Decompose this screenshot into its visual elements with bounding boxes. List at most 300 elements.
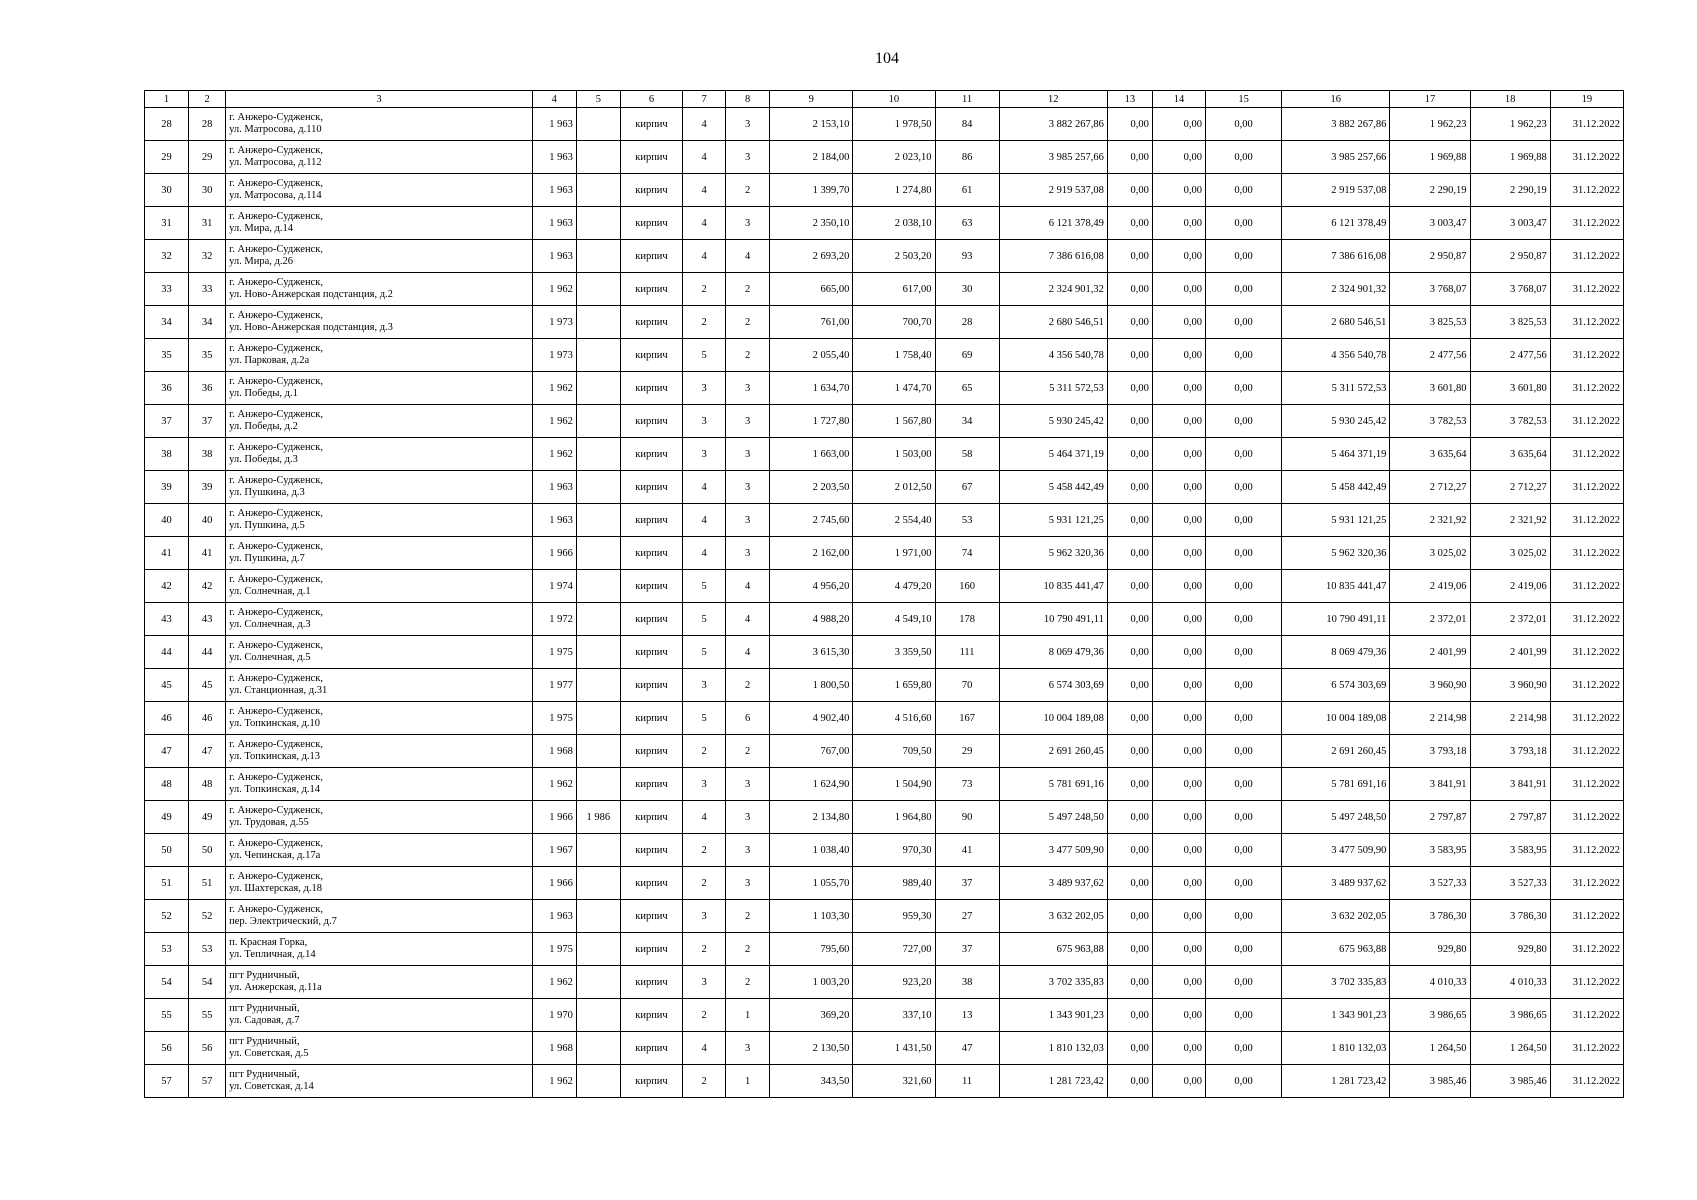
table-cell-col-2: 53 xyxy=(189,933,226,966)
table-cell-col-5 xyxy=(576,405,620,438)
table-row xyxy=(145,702,1624,735)
table-cell-col-7: 4 xyxy=(683,108,726,141)
table-cell-col-10: 337,10 xyxy=(853,999,935,1032)
table-cell-col-8: 4 xyxy=(726,636,770,669)
table-cell-col-17: 3 986,65 xyxy=(1390,999,1470,1032)
table-cell-col-18: 929,80 xyxy=(1470,933,1550,966)
table-cell-col-12: 3 477 509,90 xyxy=(999,834,1107,867)
table-cell-col-1: 35 xyxy=(145,339,189,372)
table-cell-col-11: 86 xyxy=(935,141,999,174)
table-cell-col-12: 5 311 572,53 xyxy=(999,372,1107,405)
table-row xyxy=(145,1032,1624,1065)
column-header: 14 xyxy=(1152,91,1205,108)
address-locality: г. Анжеро-Судженск, xyxy=(229,706,323,717)
table-body xyxy=(145,108,1624,1098)
table-cell-col-2: 33 xyxy=(189,273,226,306)
address-cell xyxy=(226,141,533,174)
table-cell-col-14: 0,00 xyxy=(1152,801,1205,834)
table-cell-col-15: 0,00 xyxy=(1206,702,1282,735)
table-cell-col-13: 0,00 xyxy=(1107,141,1152,174)
address-cell xyxy=(226,504,533,537)
table-cell-col-10: 1 431,50 xyxy=(853,1032,935,1065)
column-header: 16 xyxy=(1282,91,1390,108)
table-cell-col-19: 31.12.2022 xyxy=(1550,636,1623,669)
table-cell-col-2: 45 xyxy=(189,669,226,702)
table-cell-col-9: 2 350,10 xyxy=(770,207,853,240)
table-cell-col-14: 0,00 xyxy=(1152,999,1205,1032)
table-cell-col-4: 1 962 xyxy=(532,768,576,801)
address-street: ул. Ново-Анжерская подстанция, д.3 xyxy=(229,322,393,333)
table-cell-col-14: 0,00 xyxy=(1152,636,1205,669)
column-header: 11 xyxy=(935,91,999,108)
table-cell-col-6: кирпич xyxy=(620,867,682,900)
table-cell-col-10: 989,40 xyxy=(853,867,935,900)
table-cell-col-1: 49 xyxy=(145,801,189,834)
address-street: ул. Победы, д.3 xyxy=(229,454,298,465)
address-locality: пгт Рудничный, xyxy=(229,1036,300,1047)
table-cell-col-14: 0,00 xyxy=(1152,702,1205,735)
table-cell-col-14: 0,00 xyxy=(1152,438,1205,471)
table-cell-col-11: 34 xyxy=(935,405,999,438)
table-cell-col-8: 2 xyxy=(726,339,770,372)
table-row xyxy=(145,900,1624,933)
column-header: 17 xyxy=(1390,91,1470,108)
table-cell-col-9: 665,00 xyxy=(770,273,853,306)
column-header: 1 xyxy=(145,91,189,108)
address-cell xyxy=(226,834,533,867)
address-cell xyxy=(226,1032,533,1065)
table-cell-col-9: 1 800,50 xyxy=(770,669,853,702)
table-cell-col-18: 2 419,06 xyxy=(1470,570,1550,603)
table-cell-col-18: 3 825,53 xyxy=(1470,306,1550,339)
address-locality: г. Анжеро-Судженск, xyxy=(229,310,323,321)
address-street: ул. Солнечная, д.1 xyxy=(229,586,311,597)
address-cell xyxy=(226,372,533,405)
table-cell-col-8: 1 xyxy=(726,999,770,1032)
address-street: ул. Пушкина, д.3 xyxy=(229,487,305,498)
table-cell-col-10: 727,00 xyxy=(853,933,935,966)
table-cell-col-12: 5 458 442,49 xyxy=(999,471,1107,504)
table-cell-col-1: 36 xyxy=(145,372,189,405)
table-cell-col-18: 4 010,33 xyxy=(1470,966,1550,999)
table-cell-col-13: 0,00 xyxy=(1107,801,1152,834)
table-cell-col-15: 0,00 xyxy=(1206,900,1282,933)
table-cell-col-15: 0,00 xyxy=(1206,504,1282,537)
table-cell-col-6: кирпич xyxy=(620,768,682,801)
table-cell-col-19: 31.12.2022 xyxy=(1550,669,1623,702)
table-cell-col-9: 343,50 xyxy=(770,1065,853,1098)
table-cell-col-15: 0,00 xyxy=(1206,603,1282,636)
table-cell-col-18: 3 527,33 xyxy=(1470,867,1550,900)
table-cell-col-19: 31.12.2022 xyxy=(1550,702,1623,735)
address-locality: г. Анжеро-Судженск, xyxy=(229,376,323,387)
table-cell-col-4: 1 975 xyxy=(532,933,576,966)
table-cell-col-10: 2 012,50 xyxy=(853,471,935,504)
table-cell-col-6: кирпич xyxy=(620,999,682,1032)
table-row xyxy=(145,306,1624,339)
table-cell-col-8: 3 xyxy=(726,537,770,570)
table-cell-col-19: 31.12.2022 xyxy=(1550,801,1623,834)
table-cell-col-8: 3 xyxy=(726,141,770,174)
table-cell-col-5 xyxy=(576,306,620,339)
table-cell-col-7: 3 xyxy=(683,900,726,933)
table-cell-col-13: 0,00 xyxy=(1107,933,1152,966)
table-cell-col-10: 1 274,80 xyxy=(853,174,935,207)
table-cell-col-5 xyxy=(576,141,620,174)
table-cell-col-16: 10 004 189,08 xyxy=(1282,702,1390,735)
table-cell-col-1: 37 xyxy=(145,405,189,438)
table-cell-col-7: 2 xyxy=(683,867,726,900)
table-cell-col-8: 3 xyxy=(726,207,770,240)
table-cell-col-4: 1 966 xyxy=(532,867,576,900)
table-cell-col-18: 1 264,50 xyxy=(1470,1032,1550,1065)
table-cell-col-11: 178 xyxy=(935,603,999,636)
table-cell-col-6: кирпич xyxy=(620,273,682,306)
table-cell-col-17: 2 372,01 xyxy=(1390,603,1470,636)
table-cell-col-13: 0,00 xyxy=(1107,537,1152,570)
table-cell-col-2: 52 xyxy=(189,900,226,933)
table-cell-col-6: кирпич xyxy=(620,537,682,570)
table-row xyxy=(145,471,1624,504)
table-cell-col-11: 84 xyxy=(935,108,999,141)
table-cell-col-9: 1 663,00 xyxy=(770,438,853,471)
table-cell-col-1: 44 xyxy=(145,636,189,669)
table-cell-col-14: 0,00 xyxy=(1152,1032,1205,1065)
table-cell-col-14: 0,00 xyxy=(1152,933,1205,966)
table-cell-col-7: 4 xyxy=(683,174,726,207)
table-cell-col-1: 33 xyxy=(145,273,189,306)
table-cell-col-7: 2 xyxy=(683,834,726,867)
table-cell-col-15: 0,00 xyxy=(1206,834,1282,867)
table-cell-col-5 xyxy=(576,999,620,1032)
table-cell-col-1: 43 xyxy=(145,603,189,636)
table-cell-col-7: 2 xyxy=(683,735,726,768)
table-cell-col-5 xyxy=(576,1032,620,1065)
table-cell-col-2: 46 xyxy=(189,702,226,735)
table-cell-col-18: 3 583,95 xyxy=(1470,834,1550,867)
table-cell-col-1: 31 xyxy=(145,207,189,240)
table-cell-col-19: 31.12.2022 xyxy=(1550,1032,1623,1065)
table-cell-col-11: 167 xyxy=(935,702,999,735)
table-cell-col-9: 1 003,20 xyxy=(770,966,853,999)
table-cell-col-4: 1 968 xyxy=(532,735,576,768)
table-cell-col-5 xyxy=(576,273,620,306)
table-cell-col-1: 51 xyxy=(145,867,189,900)
table-cell-col-10: 1 978,50 xyxy=(853,108,935,141)
table-cell-col-9: 761,00 xyxy=(770,306,853,339)
table-cell-col-1: 45 xyxy=(145,669,189,702)
table-cell-col-6: кирпич xyxy=(620,207,682,240)
table-cell-col-11: 65 xyxy=(935,372,999,405)
table-cell-col-6: кирпич xyxy=(620,438,682,471)
address-street: ул. Солнечная, д.3 xyxy=(229,619,311,630)
address-street: ул. Мира, д.14 xyxy=(229,223,294,234)
table-cell-col-4: 1 973 xyxy=(532,306,576,339)
table-cell-col-16: 5 464 371,19 xyxy=(1282,438,1390,471)
table-cell-col-8: 3 xyxy=(726,372,770,405)
table-cell-col-1: 52 xyxy=(145,900,189,933)
table-cell-col-1: 41 xyxy=(145,537,189,570)
table-cell-col-5 xyxy=(576,669,620,702)
table-cell-col-16: 2 691 260,45 xyxy=(1282,735,1390,768)
table-cell-col-12: 3 985 257,66 xyxy=(999,141,1107,174)
table-cell-col-11: 29 xyxy=(935,735,999,768)
table-cell-col-16: 6 574 303,69 xyxy=(1282,669,1390,702)
table-cell-col-16: 4 356 540,78 xyxy=(1282,339,1390,372)
table-cell-col-6: кирпич xyxy=(620,636,682,669)
table-cell-col-14: 0,00 xyxy=(1152,768,1205,801)
table-cell-col-17: 2 712,27 xyxy=(1390,471,1470,504)
table-cell-col-13: 0,00 xyxy=(1107,768,1152,801)
table-cell-col-19: 31.12.2022 xyxy=(1550,306,1623,339)
table-cell-col-13: 0,00 xyxy=(1107,999,1152,1032)
table-cell-col-14: 0,00 xyxy=(1152,306,1205,339)
table-cell-col-4: 1 963 xyxy=(532,108,576,141)
table-cell-col-18: 3 003,47 xyxy=(1470,207,1550,240)
table-cell-col-5 xyxy=(576,438,620,471)
table-cell-col-16: 5 962 320,36 xyxy=(1282,537,1390,570)
table-cell-col-19: 31.12.2022 xyxy=(1550,273,1623,306)
table-cell-col-8: 2 xyxy=(726,933,770,966)
table-cell-col-18: 3 786,30 xyxy=(1470,900,1550,933)
table-cell-col-2: 56 xyxy=(189,1032,226,1065)
table-cell-col-13: 0,00 xyxy=(1107,240,1152,273)
table-cell-col-14: 0,00 xyxy=(1152,273,1205,306)
table-cell-col-11: 13 xyxy=(935,999,999,1032)
table-cell-col-6: кирпич xyxy=(620,900,682,933)
table-cell-col-4: 1 962 xyxy=(532,405,576,438)
address-locality: г. Анжеро-Судженск, xyxy=(229,112,323,123)
table-cell-col-11: 28 xyxy=(935,306,999,339)
table-cell-col-18: 3 025,02 xyxy=(1470,537,1550,570)
table-cell-col-2: 57 xyxy=(189,1065,226,1098)
table-cell-col-16: 1 281 723,42 xyxy=(1282,1065,1390,1098)
table-cell-col-9: 1 634,70 xyxy=(770,372,853,405)
column-header: 13 xyxy=(1107,91,1152,108)
table-cell-col-15: 0,00 xyxy=(1206,405,1282,438)
table-row xyxy=(145,339,1624,372)
table-cell-col-13: 0,00 xyxy=(1107,900,1152,933)
table-cell-col-9: 2 184,00 xyxy=(770,141,853,174)
table-cell-col-13: 0,00 xyxy=(1107,669,1152,702)
address-cell xyxy=(226,306,533,339)
address-street: ул. Топкинская, д.10 xyxy=(229,718,321,729)
table-cell-col-8: 3 xyxy=(726,438,770,471)
table-cell-col-7: 2 xyxy=(683,999,726,1032)
table-cell-col-4: 1 962 xyxy=(532,438,576,471)
table-cell-col-17: 2 477,56 xyxy=(1390,339,1470,372)
table-cell-col-8: 4 xyxy=(726,603,770,636)
table-cell-col-8: 3 xyxy=(726,504,770,537)
address-street: ул. Трудовая, д.55 xyxy=(229,817,309,828)
table-cell-col-8: 2 xyxy=(726,669,770,702)
table-cell-col-6: кирпич xyxy=(620,339,682,372)
table-cell-col-10: 1 503,00 xyxy=(853,438,935,471)
table-cell-col-17: 3 786,30 xyxy=(1390,900,1470,933)
table-cell-col-15: 0,00 xyxy=(1206,735,1282,768)
address-cell xyxy=(226,933,533,966)
table-cell-col-12: 10 835 441,47 xyxy=(999,570,1107,603)
table-cell-col-6: кирпич xyxy=(620,504,682,537)
table-cell-col-17: 3 601,80 xyxy=(1390,372,1470,405)
address-street: ул. Садовая, д.7 xyxy=(229,1015,300,1026)
table-cell-col-9: 795,60 xyxy=(770,933,853,966)
housing-register-table xyxy=(144,90,1624,1098)
table-cell-col-13: 0,00 xyxy=(1107,108,1152,141)
address-street: ул. Шахтерская, д.18 xyxy=(229,883,322,894)
table-cell-col-14: 0,00 xyxy=(1152,966,1205,999)
table-cell-col-17: 3 782,53 xyxy=(1390,405,1470,438)
table-cell-col-9: 2 693,20 xyxy=(770,240,853,273)
table-cell-col-2: 54 xyxy=(189,966,226,999)
table-cell-col-5 xyxy=(576,603,620,636)
column-header: 2 xyxy=(189,91,226,108)
table-cell-col-14: 0,00 xyxy=(1152,735,1205,768)
table-cell-col-19: 31.12.2022 xyxy=(1550,570,1623,603)
table-row xyxy=(145,570,1624,603)
table-cell-col-8: 3 xyxy=(726,768,770,801)
table-cell-col-1: 56 xyxy=(145,1032,189,1065)
table-cell-col-6: кирпич xyxy=(620,834,682,867)
table-cell-col-12: 6 121 378,49 xyxy=(999,207,1107,240)
table-cell-col-9: 4 988,20 xyxy=(770,603,853,636)
table-cell-col-13: 0,00 xyxy=(1107,174,1152,207)
table-cell-col-9: 4 902,40 xyxy=(770,702,853,735)
table-cell-col-16: 2 324 901,32 xyxy=(1282,273,1390,306)
table-cell-col-2: 38 xyxy=(189,438,226,471)
table-cell-col-16: 1 810 132,03 xyxy=(1282,1032,1390,1065)
page-number: 104 xyxy=(875,50,899,67)
table-cell-col-5 xyxy=(576,867,620,900)
table-cell-col-9: 767,00 xyxy=(770,735,853,768)
table-cell-col-1: 50 xyxy=(145,834,189,867)
table-cell-col-2: 31 xyxy=(189,207,226,240)
table-cell-col-19: 31.12.2022 xyxy=(1550,933,1623,966)
address-locality: г. Анжеро-Судженск, xyxy=(229,178,323,189)
table-cell-col-6: кирпич xyxy=(620,570,682,603)
address-locality: г. Анжеро-Судженск, xyxy=(229,409,323,420)
table-cell-col-13: 0,00 xyxy=(1107,339,1152,372)
table-cell-col-19: 31.12.2022 xyxy=(1550,438,1623,471)
table-cell-col-4: 1 967 xyxy=(532,834,576,867)
table-cell-col-6: кирпич xyxy=(620,801,682,834)
table-cell-col-2: 47 xyxy=(189,735,226,768)
table-cell-col-11: 63 xyxy=(935,207,999,240)
table-cell-col-19: 31.12.2022 xyxy=(1550,603,1623,636)
table-cell-col-8: 2 xyxy=(726,900,770,933)
table-cell-col-14: 0,00 xyxy=(1152,603,1205,636)
address-cell xyxy=(226,768,533,801)
address-locality: г. Анжеро-Судженск, xyxy=(229,574,323,585)
table-cell-col-11: 41 xyxy=(935,834,999,867)
table-cell-col-7: 4 xyxy=(683,240,726,273)
address-cell xyxy=(226,108,533,141)
table-cell-col-6: кирпич xyxy=(620,735,682,768)
table-cell-col-6: кирпич xyxy=(620,669,682,702)
table-cell-col-5: 1 986 xyxy=(576,801,620,834)
table-cell-col-12: 8 069 479,36 xyxy=(999,636,1107,669)
table-cell-col-4: 1 974 xyxy=(532,570,576,603)
table-cell-col-6: кирпич xyxy=(620,1065,682,1098)
table-cell-col-16: 5 781 691,16 xyxy=(1282,768,1390,801)
address-street: ул. Матросова, д.112 xyxy=(229,157,322,168)
table-cell-col-11: 160 xyxy=(935,570,999,603)
table-cell-col-17: 1 264,50 xyxy=(1390,1032,1470,1065)
address-locality: г. Анжеро-Судженск, xyxy=(229,244,323,255)
table-cell-col-2: 55 xyxy=(189,999,226,1032)
table-cell-col-12: 4 356 540,78 xyxy=(999,339,1107,372)
table-cell-col-9: 1 038,40 xyxy=(770,834,853,867)
table-cell-col-10: 1 474,70 xyxy=(853,372,935,405)
table-cell-col-18: 2 372,01 xyxy=(1470,603,1550,636)
table-cell-col-16: 6 121 378,49 xyxy=(1282,207,1390,240)
table-cell-col-9: 3 615,30 xyxy=(770,636,853,669)
table-cell-col-10: 4 479,20 xyxy=(853,570,935,603)
table-row xyxy=(145,174,1624,207)
table-cell-col-1: 57 xyxy=(145,1065,189,1098)
table-row xyxy=(145,801,1624,834)
table-cell-col-5 xyxy=(576,240,620,273)
table-cell-col-16: 3 632 202,05 xyxy=(1282,900,1390,933)
table-cell-col-14: 0,00 xyxy=(1152,108,1205,141)
table-cell-col-2: 51 xyxy=(189,867,226,900)
table-cell-col-13: 0,00 xyxy=(1107,702,1152,735)
table-cell-col-10: 3 359,50 xyxy=(853,636,935,669)
table-row xyxy=(145,504,1624,537)
table-cell-col-18: 2 712,27 xyxy=(1470,471,1550,504)
table-cell-col-19: 31.12.2022 xyxy=(1550,207,1623,240)
table-cell-col-4: 1 977 xyxy=(532,669,576,702)
table-cell-col-15: 0,00 xyxy=(1206,768,1282,801)
table-cell-col-14: 0,00 xyxy=(1152,240,1205,273)
table-cell-col-18: 3 768,07 xyxy=(1470,273,1550,306)
table-cell-col-2: 32 xyxy=(189,240,226,273)
table-cell-col-18: 3 841,91 xyxy=(1470,768,1550,801)
table-cell-col-2: 35 xyxy=(189,339,226,372)
address-locality: г. Анжеро-Судженск, xyxy=(229,145,323,156)
table-cell-col-4: 1 975 xyxy=(532,702,576,735)
table-cell-col-17: 2 419,06 xyxy=(1390,570,1470,603)
table-cell-col-8: 3 xyxy=(726,405,770,438)
table-cell-col-14: 0,00 xyxy=(1152,669,1205,702)
table-cell-col-1: 39 xyxy=(145,471,189,504)
table-cell-col-11: 61 xyxy=(935,174,999,207)
address-locality: г. Анжеро-Судженск, xyxy=(229,343,323,354)
table-cell-col-9: 4 956,20 xyxy=(770,570,853,603)
table-cell-col-10: 970,30 xyxy=(853,834,935,867)
table-cell-col-5 xyxy=(576,537,620,570)
table-cell-col-19: 31.12.2022 xyxy=(1550,141,1623,174)
address-street: ул. Советская, д.14 xyxy=(229,1081,314,1092)
table-cell-col-15: 0,00 xyxy=(1206,999,1282,1032)
table-cell-col-11: 93 xyxy=(935,240,999,273)
table-cell-col-12: 675 963,88 xyxy=(999,933,1107,966)
table-cell-col-18: 3 793,18 xyxy=(1470,735,1550,768)
table-cell-col-17: 3 583,95 xyxy=(1390,834,1470,867)
address-locality: г. Анжеро-Судженск, xyxy=(229,475,323,486)
table-cell-col-16: 675 963,88 xyxy=(1282,933,1390,966)
table-cell-col-4: 1 963 xyxy=(532,240,576,273)
table-cell-col-7: 4 xyxy=(683,801,726,834)
table-cell-col-18: 2 401,99 xyxy=(1470,636,1550,669)
table-cell-col-18: 2 950,87 xyxy=(1470,240,1550,273)
table-cell-col-5 xyxy=(576,966,620,999)
table-cell-col-9: 369,20 xyxy=(770,999,853,1032)
table-cell-col-6: кирпич xyxy=(620,933,682,966)
address-street: ул. Победы, д.2 xyxy=(229,421,298,432)
table-cell-col-12: 2 680 546,51 xyxy=(999,306,1107,339)
table-cell-col-1: 30 xyxy=(145,174,189,207)
